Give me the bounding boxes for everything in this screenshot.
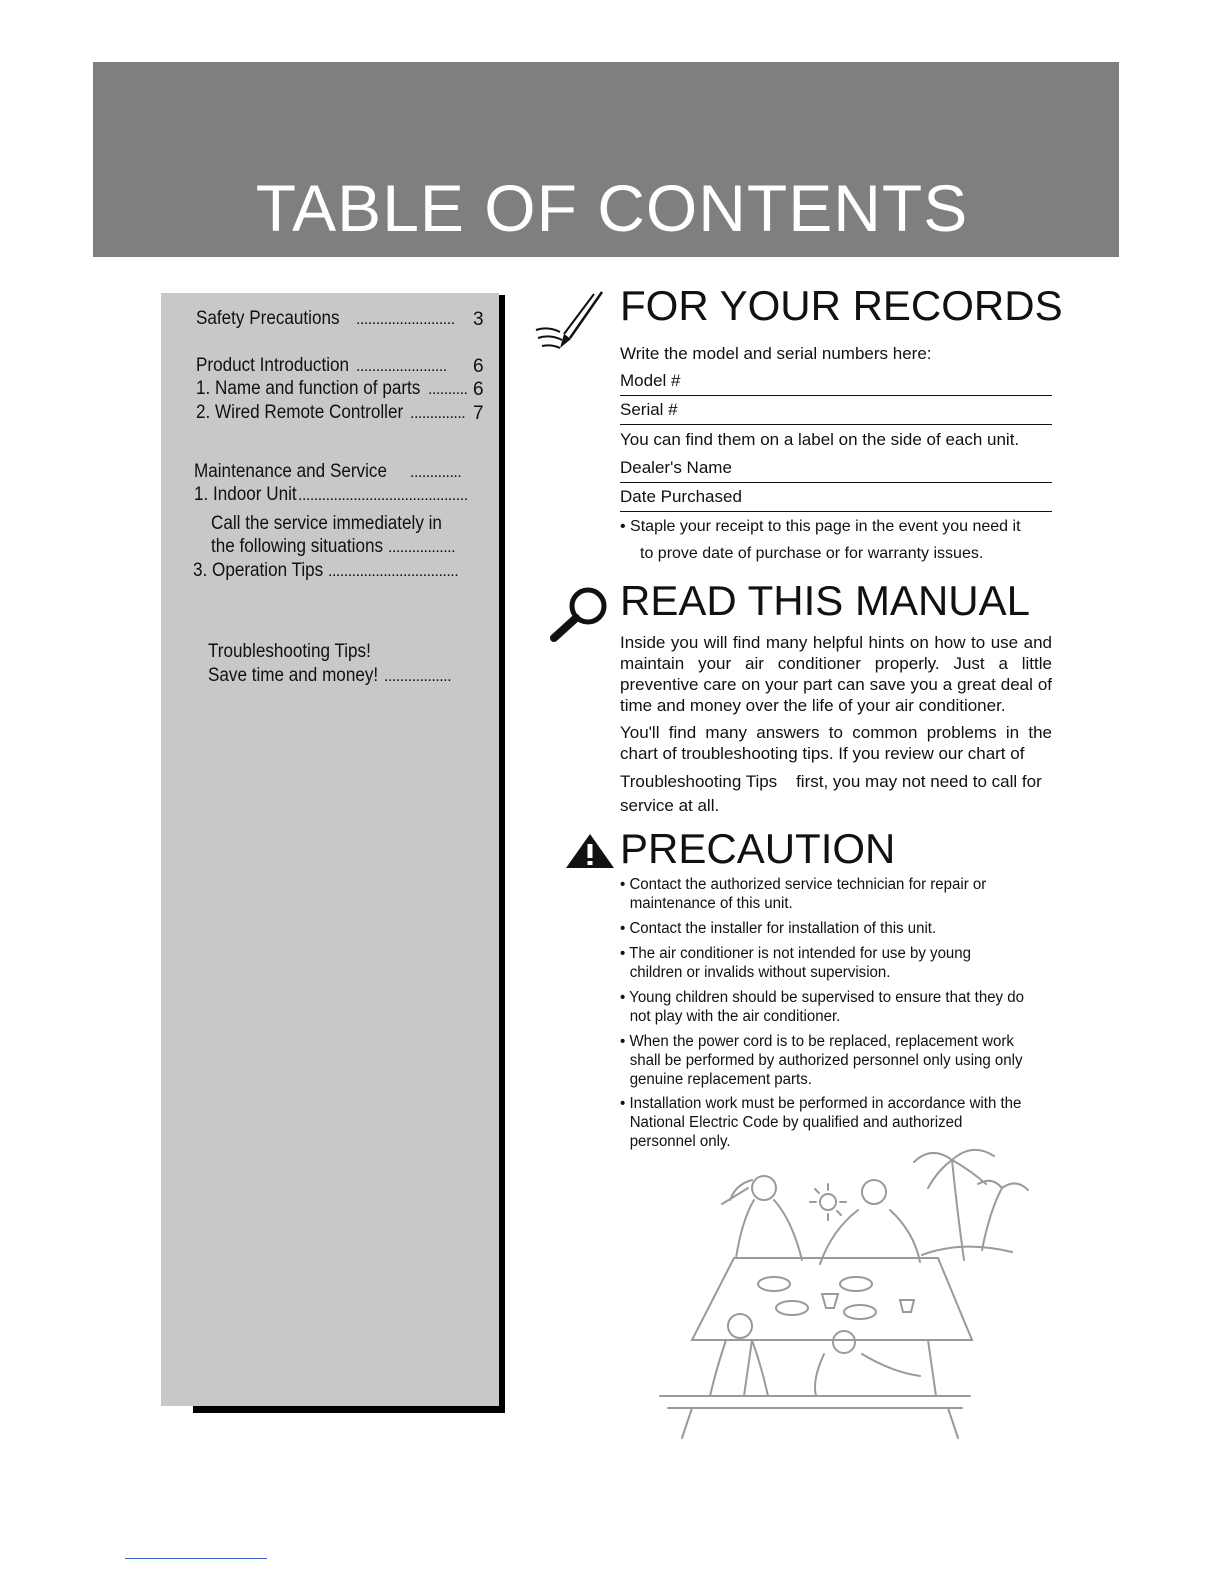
toc-page: 7 [473, 403, 484, 424]
toc-dots: .......... [428, 381, 468, 398]
toc-troubleshooting: Troubleshooting Tips! [208, 641, 371, 662]
toc-dots: ................................. [328, 563, 459, 580]
toc-dots: .............. [410, 405, 466, 422]
toc-wired-remote: 2. Wired Remote Controller [196, 402, 404, 423]
toc-dots: ....................... [356, 358, 447, 375]
toc-operation-tips: 3. Operation Tips [193, 560, 324, 581]
toc-name-function: 1. Name and function of parts [196, 378, 421, 399]
toc-page: 6 [473, 379, 484, 400]
records-title: FOR YOUR RECORDS [620, 282, 1063, 329]
manual-paragraph-2: You'll find many answers to common problems in the chart of troubleshooting tips. If you review our chart of [620, 723, 1052, 763]
serial-number-field: Serial # [620, 396, 1052, 425]
precaution-title: PRECAUTION [620, 825, 896, 872]
dealer-name-field: Dealer's Name [620, 454, 1052, 483]
precaution-item: • The air conditioner is not intended for use by young children or invalids without supervision. [620, 945, 972, 981]
toc-dots: ................. [388, 539, 456, 556]
precaution-item: • Contact the authorized service technician for repair or maintenance of this unit. [620, 876, 987, 912]
toc-maintenance: Maintenance and Service [194, 461, 387, 482]
precaution-item: • When the power cord is to be replaced, replacement work shall be performed by authorized personnel only using only genuine replacement parts. [620, 1033, 1023, 1088]
manual-paragraph-4: service at all. [620, 796, 720, 815]
picnic-illustration [652, 1140, 1032, 1440]
footer-rule [125, 1558, 267, 1559]
warning-icon [564, 832, 616, 870]
toc-call-service: Call the service immediately in [211, 513, 442, 534]
toc-dots: ............. [410, 464, 462, 481]
magnifier-icon [548, 584, 612, 642]
staple-note-2: to prove date of purchase or for warranty issues. [640, 545, 984, 562]
toc-dots: ......................... [356, 311, 455, 328]
label-note: You can find them on a label on the side of each unit. [620, 430, 1020, 449]
toc-call-service-2: the following situations [211, 536, 384, 557]
manual-paragraph: Inside you will find many helpful hints on how to use and maintain your air conditioner properly. Just a little preventive care on your part can save you a great deal of time and money over the life of your air conditioner. [620, 633, 1052, 715]
precaution-item: • Installation work must be performed in accordance with the National Electric Code by qualified and authorized personnel only. [620, 1095, 1022, 1150]
date-purchased-field: Date Purchased [620, 483, 1052, 512]
toc-product-intro: Product Introduction [196, 355, 350, 376]
manual-title: READ THIS MANUAL [620, 577, 1030, 624]
page-title: TABLE OF CONTENTS [255, 171, 969, 245]
precaution-item: • Contact the installer for installation of this unit. [620, 920, 937, 937]
precaution-item: • Young children should be supervised to ensure that they do not play with the air conditioner. [620, 989, 1024, 1025]
toc-sidebar [161, 293, 499, 1406]
toc-dots: ................. [384, 668, 452, 685]
manual-paragraph-3: Troubleshooting Tips first, you may not need to call for [620, 772, 1042, 791]
toc-page: 3 [473, 309, 484, 330]
toc-troubleshooting-2: Save time and money! [208, 665, 379, 686]
records-intro: Write the model and serial numbers here: [620, 344, 932, 363]
staple-note: • Staple your receipt to this page in the event you need it [620, 518, 1021, 535]
toc-page: 6 [473, 356, 484, 377]
toc-dots: ........................................... [298, 487, 468, 504]
toc-safety: Safety Precautions [196, 308, 340, 329]
model-number-field: Model # [620, 367, 1052, 396]
pen-icon [534, 288, 608, 354]
toc-indoor-unit: 1. Indoor Unit [194, 484, 297, 505]
